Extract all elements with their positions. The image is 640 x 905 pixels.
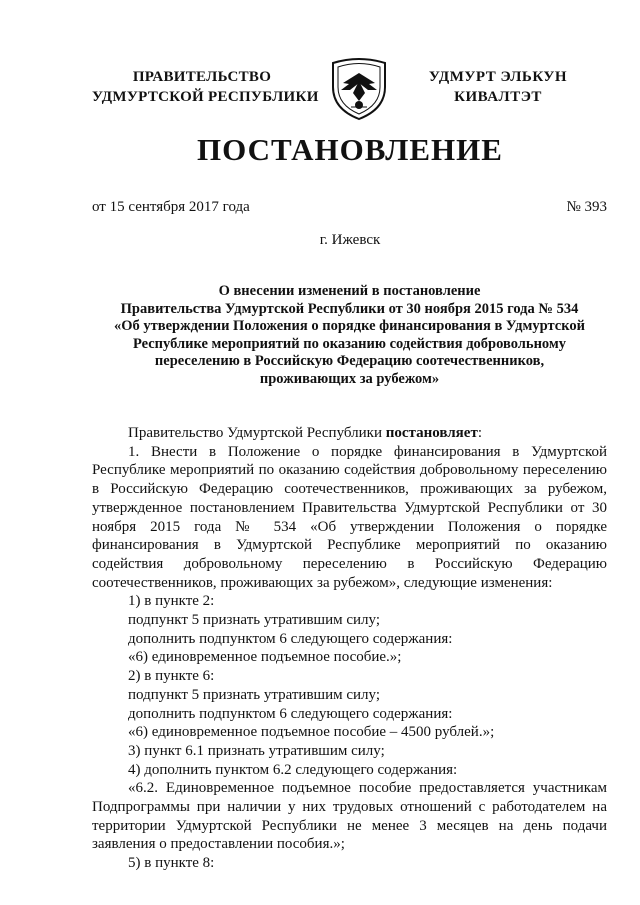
title-line: проживающих за рубежом» (259, 370, 440, 387)
org-name-line: КИВАЛТЭТ (454, 89, 542, 105)
list-item: дополнить подпунктом 6 следующего содержания: (128, 630, 453, 647)
coat-of-arms-icon (329, 57, 389, 121)
list-item: дополнить подпунктом 6 следующего содержания: (128, 705, 453, 722)
title-line: Правительства Удмуртской Республики от 30 ноября 2015 года № 534 (120, 300, 579, 317)
item-1-paragraph: 1. Внести в Положение о порядке финансирования в Удмуртской Республике мероприятий по оказанию содействия добровольному переселению в Российскую Федерацию соотечественников, проживающих за рубежом, утвержденное постановлением Правительства Удмуртской Республики от 30 ноября 2015 года № 534 «Об утверждении Положения о порядке финансирования в Удмуртской Республике мероприятий по оказанию содействия добровольному переселению в Российскую Федерацию соотечественников, проживающих за рубежом», следующие изменения: (92, 443, 607, 591)
intro-paragraph (92, 424, 607, 443)
org-name-udmurt (398, 67, 598, 107)
org-name-line: ПРАВИТЕЛЬСТВО (132, 69, 272, 85)
list-item: 5) в пункте 8: (128, 855, 215, 872)
intro-text: Правительство Удмуртской Республики (128, 425, 386, 441)
org-name-line: УДМУРТСКОЙ РЕСПУБЛИКИ (92, 89, 319, 105)
list-item: подпункт 5 признать утратившим силу; (128, 612, 380, 629)
title-line: переселению в Российскую Федерацию соотечественников, (154, 353, 545, 370)
title-line: «Об утверждении Положения о порядке финансирования в Удмуртской (113, 318, 586, 335)
list-item: подпункт 5 признать утратившим силу; (128, 686, 380, 703)
org-name-line: УДМУРТ ЭЛЬКУН (428, 69, 568, 85)
org-name-russian (92, 67, 319, 107)
title-line: Республике мероприятий по оказанию содействия добровольному (132, 335, 567, 352)
title-line: О внесении изменений в постановление (218, 283, 481, 299)
document-title (92, 283, 607, 389)
list-item: «6) единовременное подъемное пособие – 4500 рублей.»; (128, 724, 495, 741)
intro-keyword: постановляет (385, 425, 478, 441)
document-number: № 393 (566, 199, 607, 215)
document-body (92, 424, 607, 873)
list-item: 3) пункт 6.1 признать утратившим силу; (128, 742, 385, 759)
document-city: г. Ижевск (319, 232, 381, 248)
list-item: 1) в пункте 2: (128, 593, 215, 610)
list-item: «6) единовременное подъемное пособие.»; (128, 649, 402, 666)
list-item: 4) дополнить пунктом 6.2 следующего содержания: (128, 761, 458, 778)
document-type-heading: ПОСТАНОВЛЕНИЕ (197, 132, 503, 167)
document-date: от 15 сентября 2017 года (92, 199, 250, 215)
intro-colon: : (477, 425, 482, 441)
list-item: 2) в пункте 6: (128, 668, 215, 685)
item-6-2-paragraph: «6.2. Единовременное подъемное пособие предоставляется участникам Подпрограммы при наличии у них трудовых отношений с работодателем на территории Удмуртской Республики не менее 3 месяцев на день подачи заявления о предоставлении пособия.»; (92, 780, 607, 853)
